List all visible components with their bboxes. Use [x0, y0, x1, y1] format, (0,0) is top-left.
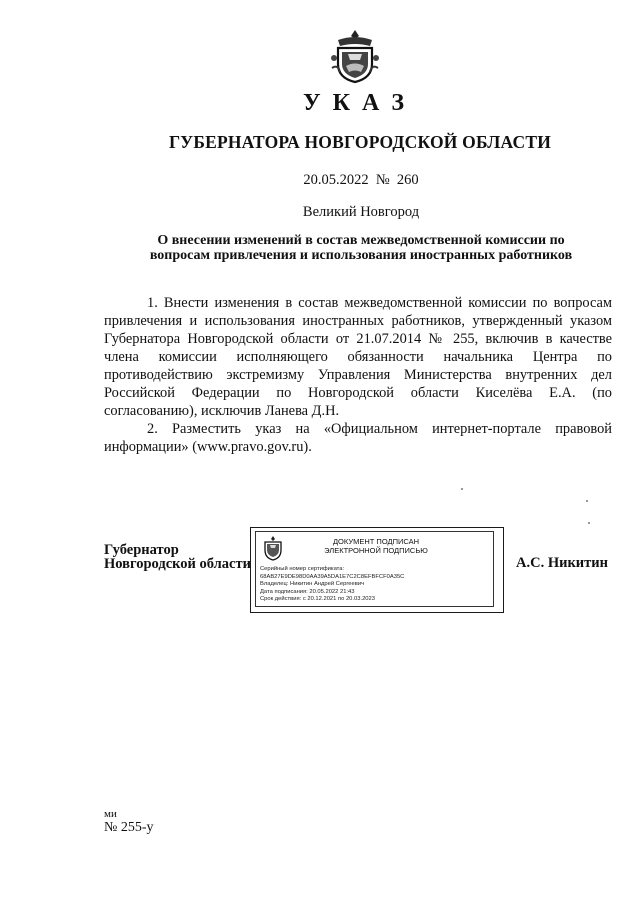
novgorod-coat-of-arms-icon — [261, 535, 285, 563]
stamp-owner: Владелец: Никитин Андрей Сергеевич — [260, 581, 365, 588]
issuer-title: ГУБЕРНАТОРА НОВГОРОДСКОЙ ОБЛАСТИ — [168, 132, 552, 152]
decree-heading — [0, 233, 640, 263]
body-paragraph-2: 2. Разместить указ на «Официальном интернет-портале правовой информации» (www.pravo.gov.ru). — [104, 421, 612, 455]
stamp-title-line-1: ДОКУМЕНТ ПОДПИСАН — [332, 537, 420, 546]
stamp-validity: Срок действия: с 20.12.2021 по 20.03.2023 — [260, 596, 375, 603]
signer-name: А.С. Никитин — [516, 555, 608, 571]
scan-speck — [588, 522, 590, 524]
decree-number: 260 — [396, 172, 419, 188]
stamp-details — [260, 566, 404, 604]
stamp-serial-label: Серийный номер сертификата: — [260, 566, 345, 572]
novgorod-coat-of-arms-icon — [330, 28, 380, 84]
position-line-2: Новгородской области — [104, 556, 251, 572]
issue-place: Великий Новгород — [302, 204, 420, 220]
electronic-signature-stamp — [250, 527, 504, 613]
stamp-serial-value: 68AB27E9DE98D0AA39A5DA1E7C2C8EFBFCF0A35C — [260, 573, 405, 580]
number-sign: № — [375, 172, 390, 188]
document-type-title: У К А З — [302, 90, 407, 116]
decree-body — [104, 294, 612, 456]
scan-speck — [461, 488, 463, 490]
footer-initials: ми — [104, 808, 117, 820]
stamp-title-line-2: ЭЛЕКТРОННОЙ ПОДПИСЬЮ — [324, 546, 428, 555]
position-line-1: Губернатор — [104, 542, 179, 558]
signatory-position — [104, 543, 251, 571]
stamp-inner-frame — [255, 531, 494, 607]
heading-line-2: вопросам привлечения и использования иностранных работников — [149, 248, 573, 263]
body-paragraph-1: 1. Внести изменения в состав межведомственной комиссии по вопросам привлечения и использования иностранных работников, утвержденный указом Губернатора Новгородской области от 21.07.2014 № 255, включив в качестве члена комиссии исполняющего обязанности начальника Центра по противодействию экстремизму Управления Министерства внутренних дел Российской Федерации по Новгородской области Киселёва Е.А. (по согласованию), исключив Ланева Д.Н. — [104, 295, 612, 419]
date-number-line — [0, 172, 640, 189]
scan-speck — [586, 500, 588, 502]
footer-reference — [104, 808, 154, 834]
decree-date: 20.05.2022 — [303, 172, 369, 188]
heading-line-1: О внесении изменений в состав межведомственной комиссии по — [157, 233, 565, 248]
stamp-signed-date: Дата подписания: 20.05.2022 21:43 — [260, 588, 355, 595]
footer-number: № 255-у — [104, 820, 154, 835]
stamp-title — [296, 537, 456, 555]
